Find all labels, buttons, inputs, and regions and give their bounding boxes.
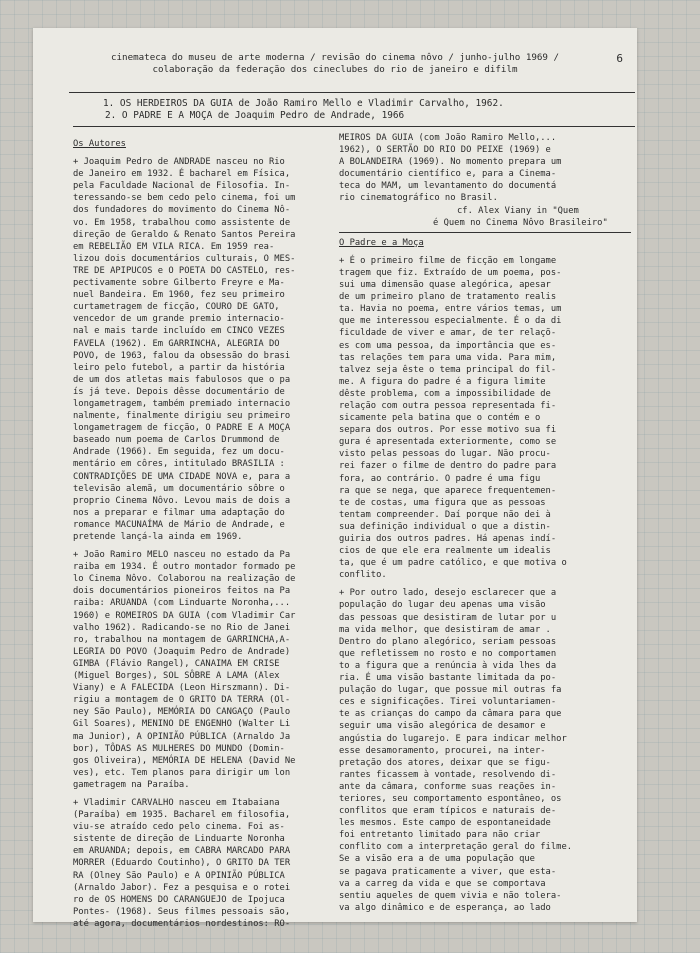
text-line: Se a visão era a de uma população que bbox=[339, 854, 535, 865]
text-line: + É o primeiro filme de ficção em longame bbox=[339, 255, 557, 266]
text-line: romance MACUNAÍMA de Mário de Andrade, e bbox=[73, 519, 285, 530]
text-line: pulação do lugar, que possue mil outras fa bbox=[339, 685, 562, 696]
text-line: documentário científico e, para a Cinema- bbox=[339, 169, 557, 180]
film-2: 2. O PADRE E A MOÇA de Joaquim Pedro de Andrade, 1966 bbox=[105, 110, 405, 121]
text-line: tas relações tem para uma vida. Para mim, bbox=[339, 352, 557, 363]
text-line: pela Faculdade Nacional de Filosofia. In- bbox=[73, 181, 291, 192]
text-line: cios de que ele era realmente um idealis bbox=[339, 546, 551, 557]
paragraph bbox=[339, 587, 631, 914]
text-line: + João Ramiro MELO nasceu no estado da Pa bbox=[73, 550, 291, 561]
text-line: em REBELIÃO EM VILA RICA. Em 1959 rea- bbox=[73, 241, 275, 252]
text-line: proprio Cinema Nôvo. Levou mais de dois a bbox=[73, 495, 291, 506]
text-line: POVO, de 1963, falou da obsessão do brasi bbox=[73, 350, 291, 361]
text-line: ro de OS HOMENS DO CARANGUEJO de Ipojuca bbox=[73, 894, 285, 905]
text-line: pretação dos atores, deixar que se figu- bbox=[339, 757, 551, 768]
text-line: ís já teve. Depois dêsse documentário de bbox=[73, 386, 285, 397]
film-list bbox=[103, 98, 504, 122]
page-number: 6 bbox=[616, 52, 623, 65]
text-line: direção de Geraldo & Renato Santos Pereira bbox=[73, 229, 296, 240]
text-line: esse desamoramento, procurei, na inter- bbox=[339, 745, 546, 756]
text-line: em ARUANDA; depois, em CABRA MARCADO PARA bbox=[73, 846, 291, 857]
section-heading: Os Autores bbox=[73, 139, 126, 149]
text-line: baseado num poema de Carlos Drummond de bbox=[73, 435, 280, 446]
text-line: sicamente pela batina que o contém e o bbox=[339, 413, 541, 424]
text-line: nal e mais tarde incluído em CINCO VEZES bbox=[73, 326, 285, 337]
paragraph bbox=[73, 156, 331, 543]
text-line: sui uma dimensão quase alegórica, apesar bbox=[339, 280, 551, 291]
text-line: sentiu aqueles de quem vivia e não tolera- bbox=[339, 890, 562, 901]
text-line: vencedor de um grande premio internacio- bbox=[73, 314, 285, 325]
text-line: MORRER (Eduardo Coutinho), O GRITO DA TER bbox=[73, 858, 291, 869]
text-line: Dentro do plano alegórico, seriam pessoas bbox=[339, 636, 557, 647]
text-line: GIMBA (Flávio Rangel), CANAIMA EM CRISE bbox=[73, 658, 280, 669]
text-line: de um primeiro plano de tratamento realis bbox=[339, 292, 557, 303]
text-line: LEGRIA DO POVO (Joaquim Pedro de Andrade) bbox=[73, 646, 291, 657]
text-line: sistente de direção de Linduarte Noronha bbox=[73, 834, 285, 845]
text-line: das pessoas que desistiram de lutar por u bbox=[339, 612, 557, 623]
text-line: ante da câmara, conforme suas reações in- bbox=[339, 781, 557, 792]
header-line-1: cinemateca do museu de arte moderna / revisão do cinema nôvo / junho-julho 1969 / bbox=[110, 52, 560, 63]
text-line: es com uma pessoa, da importância que es- bbox=[339, 340, 557, 351]
paragraph bbox=[73, 549, 331, 791]
header-line-2: colaboração da federação dos cineclubes do rio de janeiro e difilm bbox=[152, 64, 518, 75]
text-line: TRE DE APIPUCOS e O POETA DO CASTELO, res- bbox=[73, 265, 296, 276]
text-line: gura é apresentada exteriormente, como se bbox=[339, 437, 557, 448]
right-column bbox=[339, 132, 631, 914]
page-header bbox=[33, 52, 637, 76]
text-line: raiba: ARUANDA (com Linduarte Noronha,... bbox=[73, 598, 291, 609]
text-line: ta, que é um padre católico, e que motiva o bbox=[339, 558, 567, 569]
text-line: nalmente, finalmente dirigiu seu primeiro bbox=[73, 411, 291, 422]
text-line: Viany) e A FALECIDA (Leon Hirszmann). Di- bbox=[73, 683, 291, 694]
text-line: Andrade (1966). Em seguida, fez um docu- bbox=[73, 447, 285, 458]
text-line: va a carreg da vida e que se comportava bbox=[339, 878, 546, 889]
text-line: teressando-se bem cedo pelo cinema, foi um bbox=[73, 193, 296, 204]
text-line: 1960) e ROMEIROS DA GUIA (com Vladimir Car bbox=[73, 610, 296, 621]
text-line: seguir uma visão alegórica de desamor e bbox=[339, 721, 546, 732]
text-line: A BOLANDEIRA (1969). No momento prepara um bbox=[339, 157, 562, 168]
paragraph bbox=[73, 797, 331, 930]
text-line: que me interessou especialmente. É o da di bbox=[339, 316, 562, 327]
text-line: les mesmos. Este campo de espontaneidade bbox=[339, 818, 551, 829]
text-line: + Por outro lado, desejo esclarecer que a bbox=[339, 588, 557, 599]
text-line: teriores, seu comportamento espontâneo, os bbox=[339, 793, 562, 804]
text-line: guiria dos outros padres. Há apenas indí- bbox=[339, 534, 557, 544]
text-line: (Miguel Borges), SOL SÔBRE A LAMA (Alex bbox=[73, 671, 280, 682]
text-line: teca do MAM, um levantamento do documentá bbox=[339, 181, 557, 192]
text-line: dois documentários pioneiros feitos na Pa bbox=[73, 586, 291, 597]
text-line: angústia do lugarejo. E para indicar melhor bbox=[339, 733, 567, 744]
text-line: CONTRADIÇÕES DE UMA CIDADE NOVA e, para a bbox=[73, 471, 291, 482]
text-line: ta. Havia no poema, entre vários temas, um bbox=[339, 304, 562, 315]
text-line: separa dos outros. Por esse motivo sua fi bbox=[339, 425, 557, 436]
text-line: rantes ficassem à vontade, resolvendo di- bbox=[339, 769, 557, 780]
text-line: gametragem na Paraíba. bbox=[73, 779, 190, 790]
text-line: ficuldade de viver e amar, de ter relaçõ- bbox=[339, 328, 557, 339]
text-line: rei fazer o filme de dentro do padre para bbox=[339, 461, 557, 472]
text-line: de um dos atletas mais fabulosos que o pa bbox=[73, 374, 291, 385]
text-line: viu-se atraído cedo pelo cinema. Foi as- bbox=[73, 822, 285, 833]
text-line: gos Oliveira), MEMÓRIA DE HELENA (David Ne bbox=[73, 755, 296, 766]
text-line: televisão alemã, um documentário sôbre o bbox=[73, 483, 285, 494]
text-line: longametragem de ficção, O PADRE E A MOÇA bbox=[73, 423, 291, 434]
section-divider bbox=[339, 232, 631, 233]
citation-line: é Quem no Cinema Nôvo Brasileiro" bbox=[433, 217, 608, 228]
text-line: relação com outra pessoa representada fi- bbox=[339, 400, 557, 411]
text-line: ma vida melhor, que desistiram de amar . bbox=[339, 624, 551, 635]
text-line: lizou dois documentários culturais, O MES- bbox=[73, 253, 296, 264]
text-line: rio cinematográfico no Brasil. bbox=[339, 193, 498, 204]
text-line: RA (Olney São Paulo) e A OPINIÃO PÚBLICA bbox=[73, 870, 285, 881]
text-line: dêste problema, com a impossibilidade de bbox=[339, 388, 551, 399]
text-line: to a figura que a renúncia à vida lhes da bbox=[339, 660, 557, 671]
text-line: tentam compreender. Daí porque não dei à bbox=[339, 509, 551, 520]
text-line: bor), TÔDAS AS MULHERES DO MUNDO (Domin- bbox=[73, 743, 285, 754]
text-line: (Paraíba) em 1935. Bacharel em filosofia, bbox=[73, 810, 291, 821]
text-line: ves), etc. Tem planos para dirigir um lon bbox=[73, 767, 291, 778]
text-line: ma Junior), A OPINIÃO PÚBLICA (Arnaldo Ja bbox=[73, 731, 291, 742]
citation-line: cf. Alex Viany in "Quem bbox=[457, 205, 579, 216]
text-line: talvez seja êste o tema principal do fil- bbox=[339, 364, 557, 375]
text-line: conflitos que eram típicos e naturais de- bbox=[339, 806, 557, 817]
text-line: FAVELA (1962). Em GARRINCHA, ALEGRIA DO bbox=[73, 338, 280, 349]
text-line: Gil Soares), MENINO DE ENGENHO (Walter Li bbox=[73, 719, 291, 730]
film-1: 1. OS HERDEIROS DA GUIA de João Ramiro Mello e Vladimir Carvalho, 1962. bbox=[103, 98, 504, 109]
text-line: visto pelas pessoas do lugar. Não procu- bbox=[339, 449, 551, 460]
section-heading: O Padre e a Moça bbox=[339, 237, 424, 248]
text-line: pretende lançá-la ainda em 1969. bbox=[73, 532, 243, 542]
document-page bbox=[33, 28, 637, 929]
text-line: de Janeiro em 1932. É bacharel em Física, bbox=[73, 169, 291, 180]
text-line: te as crianças do campo da câmara para que bbox=[339, 709, 562, 720]
text-line: ra que se nega, que aparece frequentemen- bbox=[339, 485, 557, 496]
text-line: leiro pelo futebol, a partir da história bbox=[73, 362, 285, 373]
text-line: mentário em côres, intitulado BRASILIA : bbox=[73, 459, 285, 470]
text-line: me. A figura do padre é a figura limite bbox=[339, 376, 546, 387]
text-line: ney São Paulo), MEMÓRIA DO CANGAÇO (Paulo bbox=[73, 707, 291, 718]
text-line: sua definição individual o que a distin- bbox=[339, 521, 551, 532]
text-line: até agora, documentários nordestinos: RO- bbox=[73, 918, 291, 929]
text-line: lo Cinema Nôvo. Colaborou na realização de bbox=[73, 574, 296, 585]
text-line: longametragem, também premiado internacio bbox=[73, 398, 291, 409]
header-divider bbox=[69, 92, 635, 93]
text-line: valho 1962). Radicando-se no Rio de Janei bbox=[73, 622, 291, 633]
text-line: va algo dinâmico e de esperança, ao lado bbox=[339, 902, 551, 913]
text-line: 1962), O SERTÃO DO RIO DO PEIXE (1969) e bbox=[339, 145, 551, 156]
text-line: + Vladimir CARVALHO nasceu em Itabaiana bbox=[73, 797, 280, 808]
text-line: se pagava praticamente a viver, que esta- bbox=[339, 866, 557, 877]
text-line: ria. É uma visão bastante limitada da po- bbox=[339, 673, 557, 684]
text-line: população do lugar deu apenas uma visão bbox=[339, 600, 546, 611]
paragraph bbox=[339, 255, 631, 582]
left-column bbox=[73, 138, 331, 930]
text-line: rigiu a montagem de O GRITO DA TERRA (Ol- bbox=[73, 695, 291, 706]
text-line: te de costas, uma figura que as pessoas bbox=[339, 497, 546, 508]
text-line: pectivamente sobre Gilberto Freyre e Ma- bbox=[73, 278, 285, 289]
text-line: curtametragem de ficção, COURO DE GATO, bbox=[73, 302, 280, 313]
text-line: nuel Bandeira. Em 1960, fez seu primeiro bbox=[73, 290, 285, 301]
text-line: vo. Em 1958, trabalhou como assistente de bbox=[73, 217, 291, 228]
text-line: conflito com a interpretação geral do filme. bbox=[339, 842, 573, 853]
text-line: conflito. bbox=[339, 570, 387, 581]
text-line: Pontes- (1968). Seus filmes pessoais são, bbox=[73, 906, 291, 917]
text-line: que refletissem no rosto e no comportamen bbox=[339, 648, 557, 659]
text-line: nos a preparar e filmar uma adaptação do bbox=[73, 507, 285, 518]
text-line: fora, ao contrário. O padre é uma figu bbox=[339, 473, 541, 484]
text-line: ces e significações. Tirei voluntariamen- bbox=[339, 697, 557, 708]
films-divider bbox=[73, 126, 635, 127]
text-line: foi entretanto limitado para não criar bbox=[339, 830, 541, 841]
text-line: + Joaquim Pedro de ANDRADE nasceu no Rio bbox=[73, 157, 285, 168]
text-line: raiba em 1934. É outro montador formado pe bbox=[73, 562, 296, 573]
text-line: MEIROS DA GUIA (com João Ramiro Mello,... bbox=[339, 133, 557, 143]
text-line: tragem que fiz. Extraído de um poema, pos- bbox=[339, 267, 562, 278]
text-line: (Arnaldo Jabor). Fez a pesquisa e o rotei bbox=[73, 882, 291, 893]
text-line: ro, trabalhou na montagem de GARRINCHA,A- bbox=[73, 634, 291, 645]
text-line: dos fundadores do movimento do Cinema Nô- bbox=[73, 205, 291, 216]
